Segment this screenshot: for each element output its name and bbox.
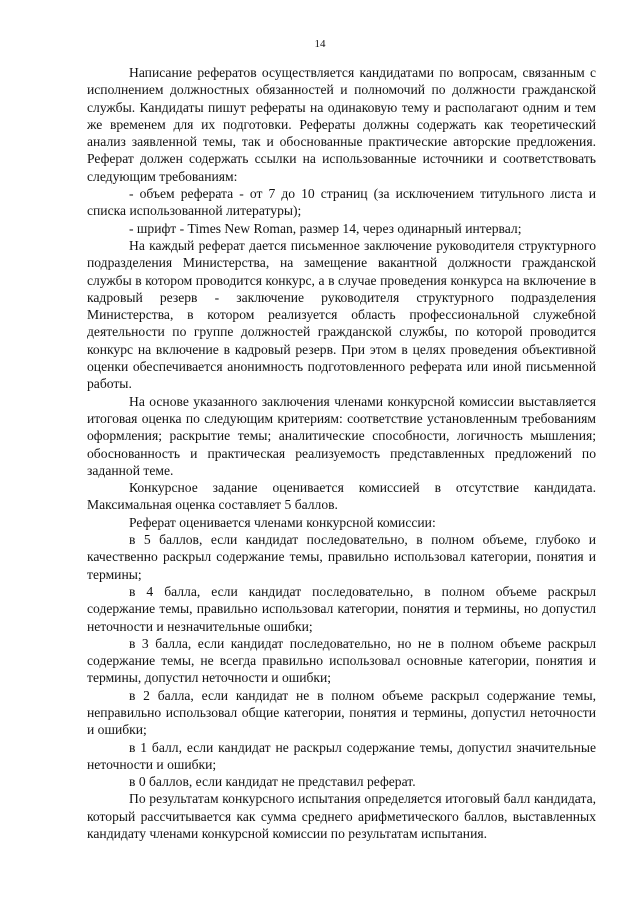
score-1-point: в 1 балл, если кандидат не раскрыл содержание темы, допустил значительные неточности и ошибки; — [87, 739, 596, 772]
requirement-volume: - объем реферата - от 7 до 10 страниц (за исключением титульного листа и списка использованной литературы); — [87, 186, 596, 219]
paragraph-evaluation-criteria: На основе указанного заключения членами конкурсной комиссии выставляется итоговая оценка по следующим критериям: соответствие установленным требованиям оформления; раскрытие темы; аналитические способности, логичность мышления; обоснованность и практическая реализуемость представленных предложений по заданной теме. — [87, 393, 596, 478]
score-3-points: в 3 балла, если кандидат последовательно, но не в полном объеме раскрыл содержание темы, не всегда правильно использовал основные категории, понятия и термины, допустил неточности и ошибки; — [87, 635, 596, 686]
paragraph-max-score: Конкурсное задание оценивается комиссией в отсутствие кандидата. Максимальная оценка составляет 5 баллов. — [87, 480, 596, 513]
paragraph-written-conclusion: На каждый реферат дается письменное заключение руководителя структурного подразделения Министерства, на замещение вакантной должности гражданской службы в котором проводится конкурс, а в случае проведения конкурса на включение в кадровый резерв - заключение руководителя структурного подразделения Министерства, в котором реализуется область профессиональной служебной деятельности по группе должностей гражданской службы, по которой проводится конкурс на включение в кадровый резерв. При этом в целях проведения объективной оценки обеспечивается анонимность подготовленного реферата или иной письменной работы. — [87, 237, 596, 392]
paragraph-essay-writing: Написание рефератов осуществляется кандидатами по вопросам, связанным с исполнением должностных обязанностей и полномочий по должности гражданской службы. Кандидаты пишут рефераты на одинаковую тему и располагают одним и тем же временем для их подготовки. Рефераты должны содержать как теоретический анализ заявленной темы, так и обоснованные практические авторские предложения. Реферат должен содержать ссылки на использованные источники и соответствовать следующим требованиям: — [87, 65, 596, 184]
score-4-points: в 4 балла, если кандидат последовательно, в полном объеме раскрыл содержание темы, правильно использовал категории, понятия и термины, но допустил неточности и незначительные ошибки; — [87, 583, 596, 634]
score-0-points: в 0 баллов, если кандидат не представил реферат. — [129, 774, 416, 790]
score-2-points: в 2 балла, если кандидат не в полном объеме раскрыл содержание темы, неправильно использовал общие категории, понятия и термины, допустил неточности и ошибки; — [87, 687, 596, 738]
page-number: 14 — [314, 38, 326, 50]
paragraph-final-score: По результатам конкурсного испытания определяется итоговый балл кандидата, который рассчитывается как сумма среднего арифметического баллов, выставленных кандидату членами конкурсной комиссии по результатам испытания. — [87, 791, 596, 842]
paragraph-scoring-intro: Реферат оценивается членами конкурсной комиссии: — [129, 514, 436, 530]
score-5-points: в 5 баллов, если кандидат последовательно, в полном объеме, глубоко и качественно раскрыл содержание темы, правильно использовал категории, понятия и термины; — [87, 532, 596, 582]
document-body — [87, 64, 596, 842]
requirement-font: - шрифт - Times New Roman, размер 14, через одинарный интервал; — [129, 220, 522, 236]
